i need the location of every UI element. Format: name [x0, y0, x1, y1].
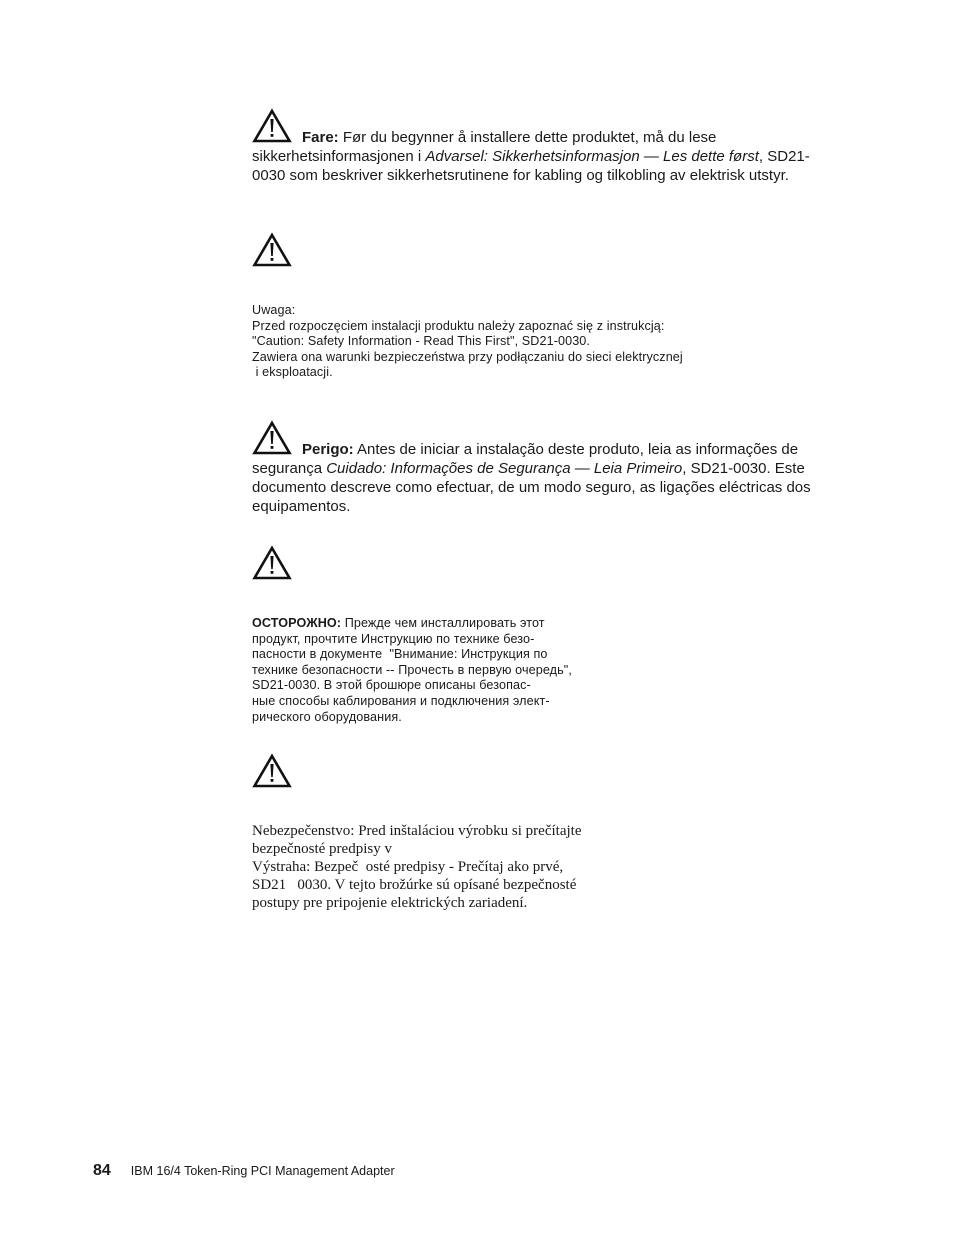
notice-line: технике безопасности -- Прочесть в первую очередь",	[252, 662, 572, 677]
russian-notice	[252, 616, 572, 725]
notice-line: ные способы каблирования и подключения элект-	[252, 693, 550, 708]
page-footer	[93, 1162, 395, 1180]
polish-notice	[252, 303, 683, 381]
danger-label: Fare:	[302, 129, 339, 146]
notice-line: Przed rozpoczęciem instalacji produktu należy zapoznać się z instrukcją:	[252, 318, 665, 333]
notice-line: Zawiera ona warunki bezpieczeństwa przy podłączaniu do sieci elektrycznej	[252, 349, 683, 364]
notice-line: postupy pre pripojenie elektrických zariadení.	[252, 895, 528, 911]
warning-icon	[252, 545, 292, 581]
notice-text: Før du begynner å installere dette produktet, må du lese sikkerhetsinformasjonen i	[252, 129, 717, 165]
notice-line: i eksploatacji.	[252, 365, 333, 380]
notice-line: Výstraha: Bezpeč osté predpisy - Prečítaj ako prvé,	[252, 859, 564, 875]
notice-line: "Caution: Safety Information - Read This First", SD21-0030.	[252, 334, 590, 349]
document-title: Cuidado: Informações de Segurança — Leia Primeiro	[326, 460, 683, 477]
notice-line: рического оборудования.	[252, 709, 402, 724]
slovak-notice	[252, 822, 581, 912]
notice-line: SD21 0030. V tejto brožúrke sú opísané bezpečnosté	[252, 877, 577, 893]
notice-line: пасности в документе "Внимание: Инструкция по	[252, 647, 548, 662]
document-title: Advarsel: Sikkerhetsinformasjon — Les dette først	[425, 148, 759, 165]
notice-line: Nebezpečenstvo: Pred inštaláciou výrobku si prečítajte	[252, 823, 582, 839]
notice-line: продукт, прочтите Инструкцию по технике безо-	[252, 631, 535, 646]
warning-icon	[252, 232, 292, 268]
notice-text: , SD21-0030. Este documento descreve como efectuar, de um modo seguro, as ligações eléctricas dos equipamentos.	[252, 460, 811, 515]
portuguese-notice	[252, 440, 842, 516]
notice-line: Прежде чем инсталлировать этот	[341, 616, 545, 630]
norwegian-notice	[252, 128, 842, 185]
danger-label: Perigo:	[302, 441, 354, 458]
notice-text: , SD21-0030 som beskriver sikkerhetsrutinene for kabling og tilkobling av elektrisk utstyr.	[252, 148, 810, 184]
danger-label: ОСТОРОЖНО:	[252, 616, 342, 630]
notice-line: SD21-0030. В этой брошюре описаны безопас-	[252, 678, 531, 693]
warning-icon	[252, 753, 292, 789]
page-number: 84	[93, 1162, 111, 1179]
notice-line: bezpečnosté predpisy v	[252, 841, 392, 857]
book-title: IBM 16/4 Token-Ring PCI Management Adapter	[130, 1164, 395, 1178]
notice-line: Uwaga:	[252, 303, 296, 317]
notice-text: Antes de iniciar a instalação deste produto, leia as informações de segurança	[252, 441, 799, 477]
